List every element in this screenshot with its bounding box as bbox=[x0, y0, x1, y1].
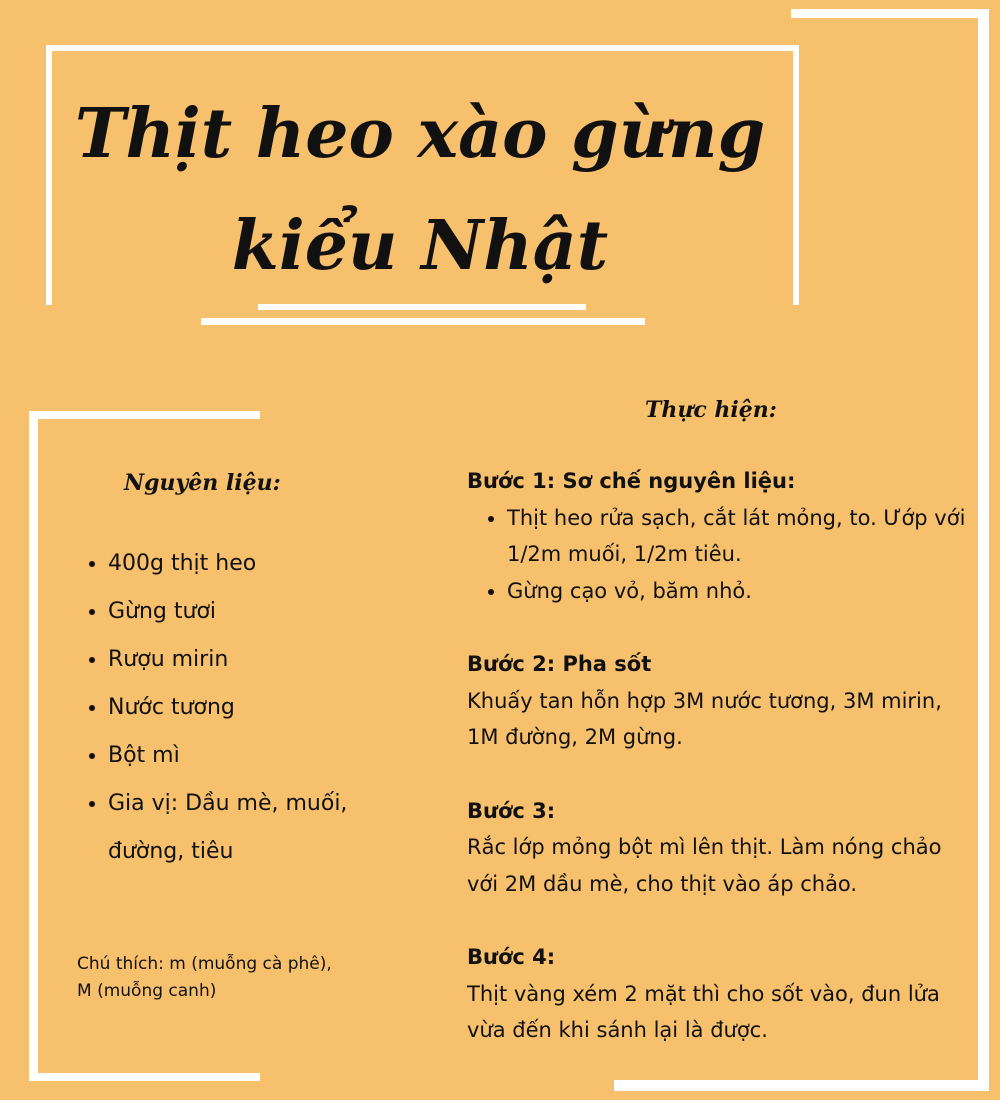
measurement-note: Chú thích: m (muỗng cà phê), M (muỗng canh) bbox=[77, 954, 332, 1001]
ingredient-item: • Bột mì bbox=[108, 732, 398, 780]
ingredients-frame-bottom bbox=[29, 1073, 260, 1081]
step-title: Bước 4: bbox=[467, 945, 556, 969]
step-title: Bước 2: Pha sốt bbox=[467, 652, 652, 676]
step-title: Bước 1: Sơ chế nguyên liệu: bbox=[467, 469, 796, 493]
step-title: Bước 3: bbox=[467, 798, 556, 823]
recipe-title bbox=[60, 78, 780, 302]
step-text: Thịt vàng xém 2 mặt thì cho sốt vào, đun lửa vừa đến khi sánh lại là được. bbox=[467, 981, 940, 1042]
ingredients-heading: Nguyên liệu: bbox=[124, 470, 281, 496]
title-underline-short bbox=[258, 304, 586, 310]
step-text: Rắc lớp mỏng bột mì lên thịt. Làm nóng chảo với 2M dầu mè, cho thịt vào áp chảo. bbox=[467, 835, 942, 896]
ingredients-list bbox=[78, 540, 398, 876]
step-4 bbox=[467, 939, 967, 1049]
method-heading: Thực hiện: bbox=[645, 397, 777, 423]
title-frame-top bbox=[46, 45, 799, 51]
ingredient-item: • Rượu mirin bbox=[108, 636, 398, 684]
ingredient-item: • Gia vị: Dầu mè, muối, đường, tiêu bbox=[108, 780, 398, 876]
step-1 bbox=[467, 463, 967, 609]
ingredient-item: • Nước tương bbox=[108, 684, 398, 732]
step-text: Khuấy tan hỗn hợp 3M nước tương, 3M mirin, 1M đường, 2M gừng. bbox=[467, 688, 942, 749]
outer-frame-top bbox=[791, 9, 989, 18]
ingredient-item: • 400g thịt heo bbox=[108, 540, 398, 588]
step-bullet-list bbox=[467, 500, 967, 610]
title-frame-right bbox=[793, 45, 799, 305]
ingredient-item: • Gừng tươi bbox=[108, 588, 398, 636]
step-bullet: • Thịt heo rửa sạch, cắt lát mỏng, to. Ướp với 1/2m muối, 1/2m tiêu. bbox=[507, 500, 967, 573]
recipe-title-line-2: kiểu Nhật bbox=[231, 206, 609, 286]
ingredients-frame-top bbox=[29, 411, 260, 419]
outer-frame-right bbox=[978, 9, 989, 1091]
title-frame-left bbox=[46, 45, 52, 305]
step-bullet: • Gừng cạo vỏ, băm nhỏ. bbox=[507, 573, 967, 610]
step-2 bbox=[467, 646, 967, 756]
step-3 bbox=[467, 793, 967, 903]
title-underline-long bbox=[201, 318, 645, 325]
steps-section bbox=[467, 463, 967, 1086]
recipe-title-line-1: Thịt heo xào gừng bbox=[74, 94, 766, 174]
ingredients-frame-left bbox=[29, 411, 38, 1081]
